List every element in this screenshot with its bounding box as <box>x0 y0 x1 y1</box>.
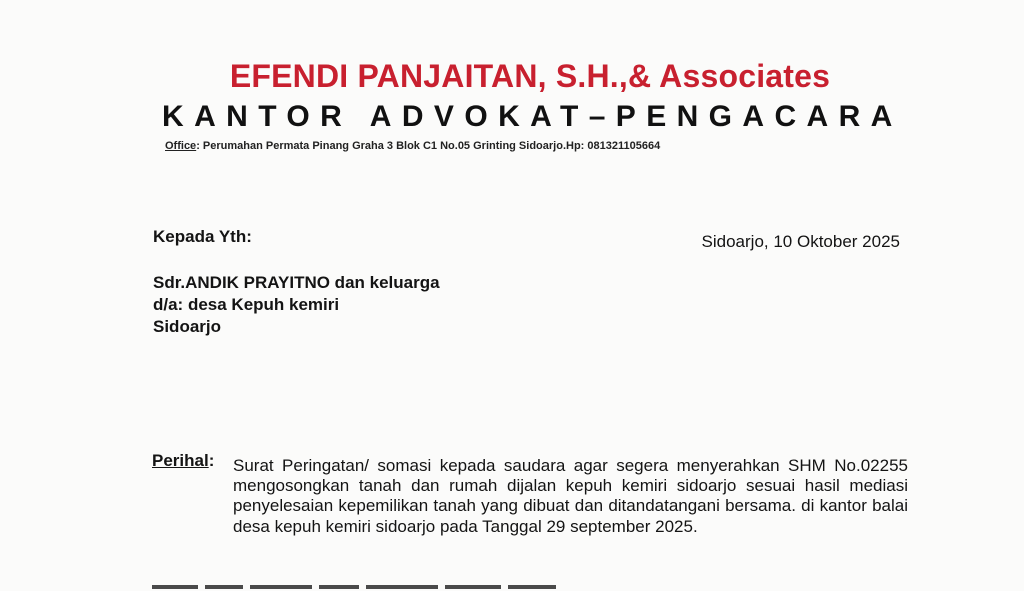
subject-label-text: Perihal <box>152 451 209 470</box>
recipient-block <box>153 272 440 338</box>
firm-type: KANTOR ADVOKAT–PENGACARA <box>162 100 903 133</box>
recipient-city: Sidoarjo <box>153 317 222 336</box>
recipient-address: d/a: desa Kepuh kemiri <box>153 295 340 314</box>
letter-date: Sidoarjo, 10 Oktober 2025 <box>701 232 900 251</box>
subject-label-colon: : <box>208 451 215 470</box>
office-address-line <box>165 140 660 152</box>
office-label: Office <box>165 140 197 152</box>
office-address: : Perumahan Permata Pinang Graha 3 Blok C1 No.05 Grinting Sidoarjo.Hp: 081321105664 <box>196 140 661 152</box>
recipient-name: Sdr.ANDIK PRAYITNO dan keluarga <box>153 273 440 292</box>
cutoff-text-line <box>152 580 892 591</box>
recipient-label: Kepada Yth: <box>153 227 252 246</box>
subject-text: Surat Peringatan/ somasi kepada saudara agar segera menyerahkan SHM No.02255 mengosongkan tanah dan rumah dijalan kepuh kemiri sidoarjo sesuai hasil mediasi penyelesaian kepemilikan tanah yang dibuat dan ditandatangani bersama. di kantor balai desa kepuh kemiri sidoarjo pada Tanggal 29 september 2025. <box>233 456 908 536</box>
firm-name: EFENDI PANJAITAN, S.H.,& Associates <box>229 58 831 94</box>
subject-label <box>152 451 214 471</box>
